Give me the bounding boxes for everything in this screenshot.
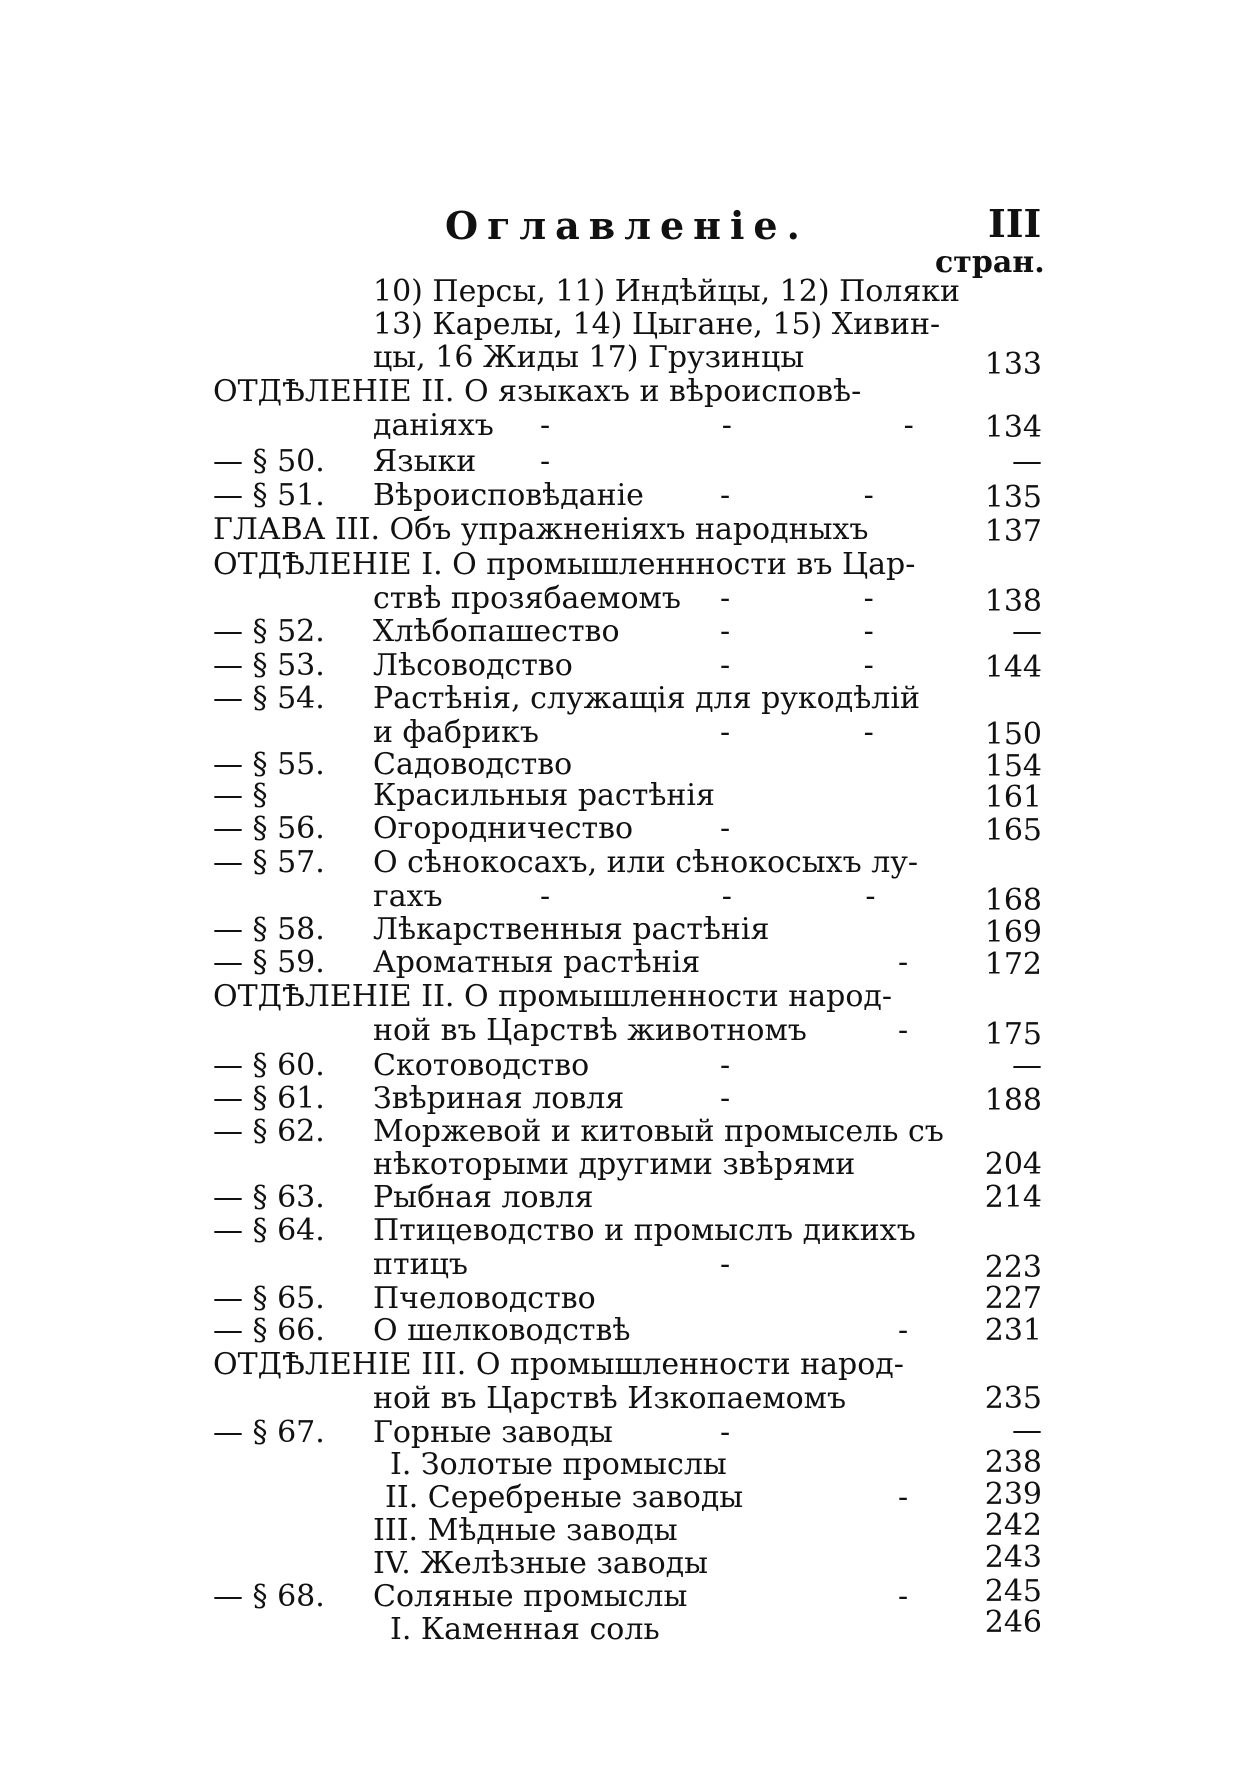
page-number: 188: [984, 1083, 1042, 1118]
entry-text: даніяхъ: [373, 408, 494, 443]
page-number: 223: [984, 1250, 1042, 1285]
leader-dots: - -: [720, 715, 874, 750]
page-number: —: [1012, 1413, 1042, 1448]
entry-text: Пчеловодство: [373, 1281, 596, 1316]
entry-text: Рыбная ловля: [373, 1180, 594, 1215]
entry-text: Лѣсоводство: [373, 648, 573, 683]
leader-dots: -: [720, 1048, 731, 1083]
page-number: 245: [984, 1574, 1042, 1609]
page-number: 238: [984, 1445, 1042, 1480]
page-number: 133: [984, 347, 1042, 382]
entry-text: Звѣриная ловля: [373, 1081, 625, 1116]
section-number: — § 63.: [213, 1180, 325, 1215]
section-number: — § 52.: [213, 614, 325, 649]
page-number: —: [1012, 444, 1042, 479]
section-number: — § 67.: [213, 1415, 325, 1450]
leader-dots: -: [720, 1081, 731, 1116]
leader-dots: -: [898, 1480, 909, 1515]
section-number: — §: [213, 778, 268, 813]
section-heading: ОТДѢЛЕНІЕ I. О промышленнности въ Цар-: [213, 547, 916, 582]
section-number: — § 54.: [213, 681, 325, 716]
leader-dots: -: [720, 1415, 731, 1450]
chapter-heading: ГЛАВА III. Объ упражненіяхъ народныхъ: [213, 512, 869, 547]
entry-text: Вѣроисповѣданіе: [373, 478, 644, 513]
page-number: 239: [984, 1477, 1042, 1512]
section-number: — § 60.: [213, 1048, 325, 1083]
section-number: — § 56.: [213, 811, 325, 846]
page-number: 137: [984, 514, 1042, 549]
page-number: 134: [984, 410, 1042, 445]
page-number: 144: [984, 650, 1042, 685]
leader-dots: -: [898, 1013, 909, 1048]
entry-text: ствѣ прозябаемомъ: [373, 581, 681, 616]
page-number: 214: [984, 1180, 1042, 1215]
page-number: 227: [984, 1281, 1042, 1316]
leader-dots: - -: [720, 614, 874, 649]
section-number: — § 62.: [213, 1114, 325, 1149]
page-title: Оглавленіе.: [445, 203, 809, 248]
section-heading: ОТДѢЛЕНІЕ II. О промышленности народ-: [213, 979, 893, 1014]
section-heading: ОТДѢЛЕНІЕ II. О языкахъ и вѣроисповѣ-: [213, 374, 862, 409]
entry-text: I. Золотые промыслы: [390, 1447, 727, 1482]
leader-dots: -: [720, 1247, 731, 1282]
leader-dots: - - -: [540, 408, 914, 443]
section-number: — § 53.: [213, 648, 325, 683]
leader-dots: -: [540, 444, 551, 479]
entry-text: Красильныя растѣнія: [373, 778, 715, 813]
entry-text: Языки: [373, 444, 477, 479]
leader-dots: - - -: [540, 879, 876, 914]
entry-text: ной въ Царствѣ Изкопаемомъ: [373, 1381, 847, 1416]
entry-text: птицъ: [373, 1247, 468, 1282]
section-heading: ОТДѢЛЕНІЕ III. О промышленности народ-: [213, 1347, 904, 1382]
entry-text: нѣкоторыми другими звѣрями: [373, 1147, 856, 1182]
section-number: — § 51.: [213, 478, 325, 513]
page-number: 169: [984, 915, 1042, 950]
leader-dots: -: [898, 1313, 909, 1348]
entry-text: II. Серебреные заводы: [385, 1480, 744, 1515]
page-number: 172: [984, 947, 1042, 982]
section-number: — § 58.: [213, 912, 325, 947]
entry-text: Садоводство: [373, 747, 573, 782]
entry-text: IV. Желѣзные заводы: [373, 1546, 709, 1581]
entry-text: и фабрикъ: [373, 715, 539, 750]
leader-dots: - -: [720, 648, 874, 683]
entry-text: Растѣнія, служащія для рукодѣлій: [373, 681, 920, 716]
entry-text: Скотоводство: [373, 1048, 590, 1083]
entry-text: Горные заводы: [373, 1415, 613, 1450]
entry-text: гахъ: [373, 879, 443, 914]
page-number: 242: [984, 1508, 1042, 1543]
page-number: 168: [984, 883, 1042, 918]
entry-text: Соляные промыслы: [373, 1579, 688, 1614]
page-number: 204: [984, 1147, 1042, 1182]
page-number: 235: [984, 1381, 1042, 1416]
entry-text: Хлѣбопашество: [373, 614, 620, 649]
page-number: 135: [984, 480, 1042, 515]
section-number: — § 59.: [213, 945, 325, 980]
section-number: — § 55.: [213, 747, 325, 782]
entry-text: I. Каменная соль: [390, 1612, 660, 1647]
page-number: 138: [984, 584, 1042, 619]
entry-text: 13) Карелы, 14) Цыгане, 15) Хивин-: [373, 307, 941, 342]
section-number: — § 50.: [213, 444, 325, 479]
section-number: — § 61.: [213, 1081, 325, 1116]
leader-dots: -: [720, 811, 731, 846]
section-number: — § 57.: [213, 845, 325, 880]
page-number: —: [1012, 614, 1042, 649]
entry-text: III. Мѣдные заводы: [373, 1513, 678, 1548]
entry-text: Ароматныя растѣнія: [373, 945, 701, 980]
entry-text: О сѣнокосахъ, или сѣнокосыхъ лу-: [373, 845, 919, 880]
section-number: — § 66.: [213, 1313, 325, 1348]
page-number: 231: [984, 1313, 1042, 1348]
folio-number: III: [988, 201, 1042, 246]
leader-dots: - -: [720, 478, 874, 513]
leader-dots: - -: [720, 581, 874, 616]
page-number: 165: [984, 813, 1042, 848]
section-number: — § 64.: [213, 1213, 325, 1248]
entry-text: Птицеводство и промыслъ дикихъ: [373, 1213, 916, 1248]
page-number: 154: [984, 749, 1042, 784]
section-number: — § 68.: [213, 1579, 325, 1614]
page-number: 243: [984, 1540, 1042, 1575]
section-number: — § 65.: [213, 1281, 325, 1316]
page-number: 150: [984, 717, 1042, 752]
page-number: 246: [984, 1605, 1042, 1640]
page-number: —: [1012, 1048, 1042, 1083]
entry-text: Огородничество: [373, 811, 634, 846]
entry-text: Моржевой и китовый промысель съ: [373, 1114, 944, 1149]
entry-text: ной въ Царствѣ животномъ: [373, 1013, 807, 1048]
page-number: 175: [984, 1017, 1042, 1052]
page-column-label: стран.: [935, 245, 1045, 280]
leader-dots: -: [898, 945, 909, 980]
entry-text: О шелководствѣ: [373, 1313, 631, 1348]
entry-text: Лѣкарственныя растѣнія: [373, 912, 770, 947]
page-number: 161: [984, 780, 1042, 815]
entry-text: 10) Персы, 11) Индѣйцы, 12) Поляки: [373, 274, 961, 309]
leader-dots: -: [898, 1579, 909, 1614]
entry-text: цы, 16 Жиды 17) Грузинцы: [373, 340, 805, 375]
